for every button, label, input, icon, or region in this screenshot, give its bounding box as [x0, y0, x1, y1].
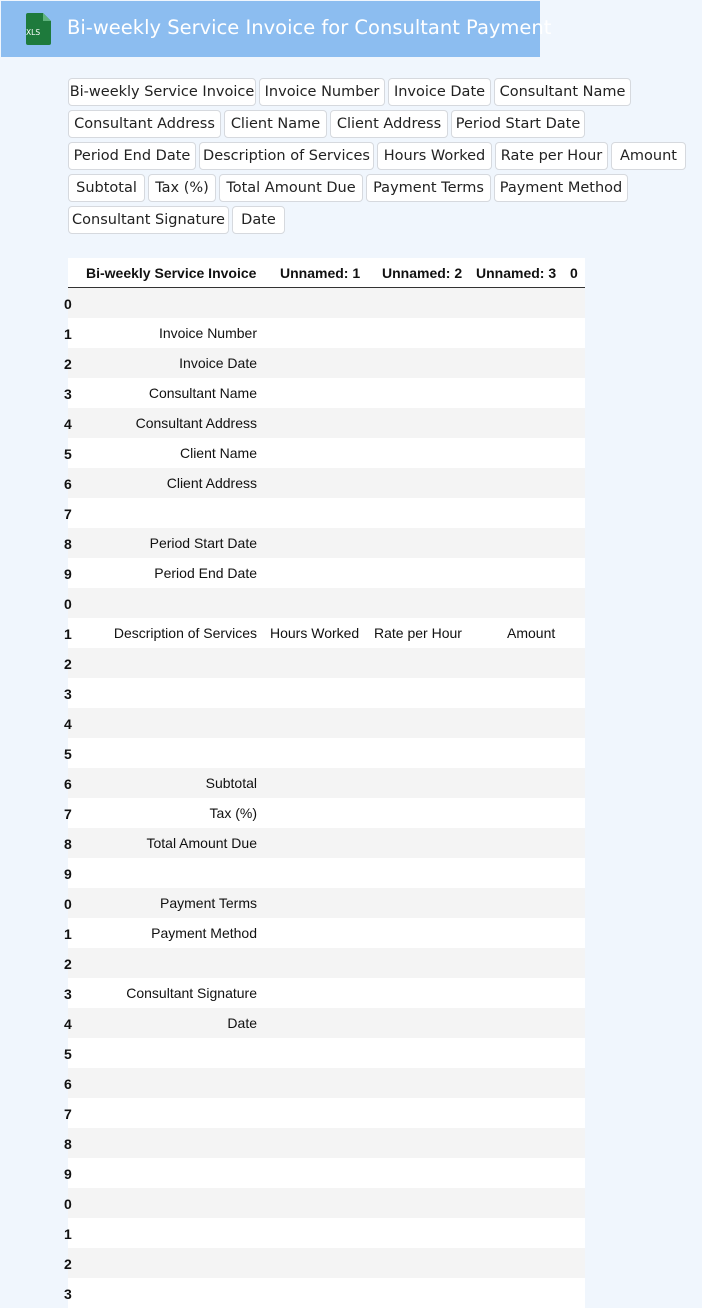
row-index: 6: [64, 1076, 72, 1092]
tag-date[interactable]: Date: [232, 206, 285, 234]
table-cell: Payment Method: [151, 925, 257, 941]
table-row: [64, 738, 585, 768]
table-row: [64, 318, 585, 348]
row-index: 0: [64, 296, 72, 312]
row-index: 2: [64, 1256, 72, 1272]
row-index: 9: [64, 866, 72, 882]
table-row: [64, 648, 585, 678]
row-index: 9: [64, 1166, 72, 1182]
row-index: 8: [64, 536, 72, 552]
row-index: 0: [64, 1196, 72, 1212]
tag-payment-terms[interactable]: Payment Terms: [366, 174, 491, 202]
table-row: [64, 288, 585, 318]
table-row: [64, 1158, 585, 1188]
row-index: 8: [64, 1136, 72, 1152]
row-index: 4: [64, 716, 72, 732]
table-cell: Consultant Name: [148, 385, 257, 401]
row-index: 7: [64, 1106, 72, 1122]
table-cell: Consultant Address: [135, 415, 257, 431]
table-body: [64, 288, 585, 1308]
table-row: [64, 828, 585, 858]
tag-description-of-services[interactable]: Description of Services: [199, 142, 374, 170]
row-index: 3: [64, 1286, 72, 1302]
tag-invoice-date[interactable]: Invoice Date: [388, 78, 491, 106]
table-cell: Period Start Date: [149, 535, 257, 551]
column-header: Unnamed: 3: [476, 265, 557, 281]
tag-consultant-name[interactable]: Consultant Name: [494, 78, 631, 106]
row-index: 3: [64, 986, 72, 1002]
column-header: Unnamed: 1: [280, 265, 361, 281]
table-cell: Client Name: [179, 445, 257, 461]
table-row: [64, 888, 585, 918]
table-cell: Client Address: [166, 475, 257, 491]
tag-client-name[interactable]: Client Name: [224, 110, 327, 138]
table-row: [64, 1278, 585, 1308]
row-index: 1: [64, 326, 72, 342]
tag-total-amount-due[interactable]: Total Amount Due: [219, 174, 363, 202]
row-index: 6: [64, 776, 72, 792]
table-row: [64, 1068, 585, 1098]
tag-payment-method[interactable]: Payment Method: [494, 174, 628, 202]
table-cell: Consultant Signature: [126, 985, 257, 1001]
tag-rate-per-hour[interactable]: Rate per Hour: [495, 142, 608, 170]
row-index: 4: [64, 416, 72, 432]
table-cell: Description of Services: [113, 625, 257, 641]
tag-tax[interactable]: Tax (%): [148, 174, 216, 202]
row-index: 8: [64, 836, 72, 852]
tag-hours-worked[interactable]: Hours Worked: [377, 142, 492, 170]
row-index: 0: [64, 596, 72, 612]
tag-period-start-date[interactable]: Period Start Date: [451, 110, 585, 138]
table-cell: Tax (%): [209, 805, 257, 821]
row-index: 6: [64, 476, 72, 492]
row-index: 3: [64, 686, 72, 702]
table-row: [64, 1248, 585, 1278]
table-row: [64, 1128, 585, 1158]
tag-bi-weekly-service-invoice[interactable]: Bi-weekly Service Invoice: [68, 78, 256, 106]
table-row: [64, 1188, 585, 1218]
table-cell: Payment Terms: [160, 895, 257, 911]
row-index: 4: [64, 1016, 72, 1032]
table-cell: Subtotal: [205, 775, 257, 791]
table-row: [64, 678, 585, 708]
row-index: 2: [64, 956, 72, 972]
table-row: [64, 948, 585, 978]
table-row: [64, 858, 585, 888]
tag-invoice-number[interactable]: Invoice Number: [259, 78, 385, 106]
table-row: [64, 918, 585, 948]
row-index: 2: [64, 356, 72, 372]
table-row: [64, 588, 585, 618]
table-row: [64, 498, 585, 528]
tag-subtotal[interactable]: Subtotal: [68, 174, 145, 202]
row-index: 2: [64, 656, 72, 672]
table-row: [64, 798, 585, 828]
tag-consultant-address[interactable]: Consultant Address: [68, 110, 221, 138]
column-header: Bi-weekly Service Invoice: [86, 265, 257, 281]
table-row: [64, 708, 585, 738]
tag-period-end-date[interactable]: Period End Date: [68, 142, 196, 170]
table-cell: Date: [227, 1015, 257, 1031]
table-row: [64, 378, 585, 408]
table-row: [64, 1098, 585, 1128]
table-cell: Total Amount Due: [146, 835, 257, 851]
invoice-table: [64, 258, 585, 1308]
table-row: [64, 348, 585, 378]
table-row: [64, 1008, 585, 1038]
row-index: 1: [64, 626, 72, 642]
table-cell: Rate per Hour: [374, 625, 462, 641]
table-cell: Invoice Number: [158, 325, 257, 341]
row-index: 7: [64, 506, 72, 522]
table-row: [64, 618, 585, 648]
row-index: 7: [64, 806, 72, 822]
page-header: [1, 1, 552, 57]
row-index: 0: [64, 896, 72, 912]
table-cell: Amount: [507, 625, 556, 641]
table-row: [64, 558, 585, 588]
table-row: [64, 1038, 585, 1068]
column-header: Unnamed: 2: [382, 265, 463, 281]
table-row: [64, 438, 585, 468]
table-row: [64, 528, 585, 558]
tag-amount[interactable]: Amount: [611, 142, 686, 170]
spreadsheet-file-icon: [24, 13, 52, 45]
table-cell: Hours Worked: [270, 625, 360, 641]
table-row: [64, 978, 585, 1008]
page-title: Bi-weekly Service Invoice for Consultant Payment: [67, 16, 552, 39]
table-cell: Invoice Date: [179, 355, 257, 371]
column-header: 0: [570, 265, 578, 281]
row-index: 5: [64, 446, 72, 462]
file-icon-label: XLS: [26, 28, 41, 37]
row-index: 5: [64, 1046, 72, 1062]
table-row: [64, 768, 585, 798]
table-row: [64, 468, 585, 498]
row-index: 3: [64, 386, 72, 402]
tag-client-address[interactable]: Client Address: [330, 110, 448, 138]
table-row: [64, 1218, 585, 1248]
table-header-row: [68, 258, 585, 288]
row-index: 9: [64, 566, 72, 582]
table-cell: Period End Date: [154, 565, 257, 581]
tag-consultant-signature[interactable]: Consultant Signature: [68, 206, 229, 234]
row-index: 5: [64, 746, 72, 762]
row-index: 1: [64, 926, 72, 942]
row-index: 1: [64, 1226, 72, 1242]
table-row: [64, 408, 585, 438]
